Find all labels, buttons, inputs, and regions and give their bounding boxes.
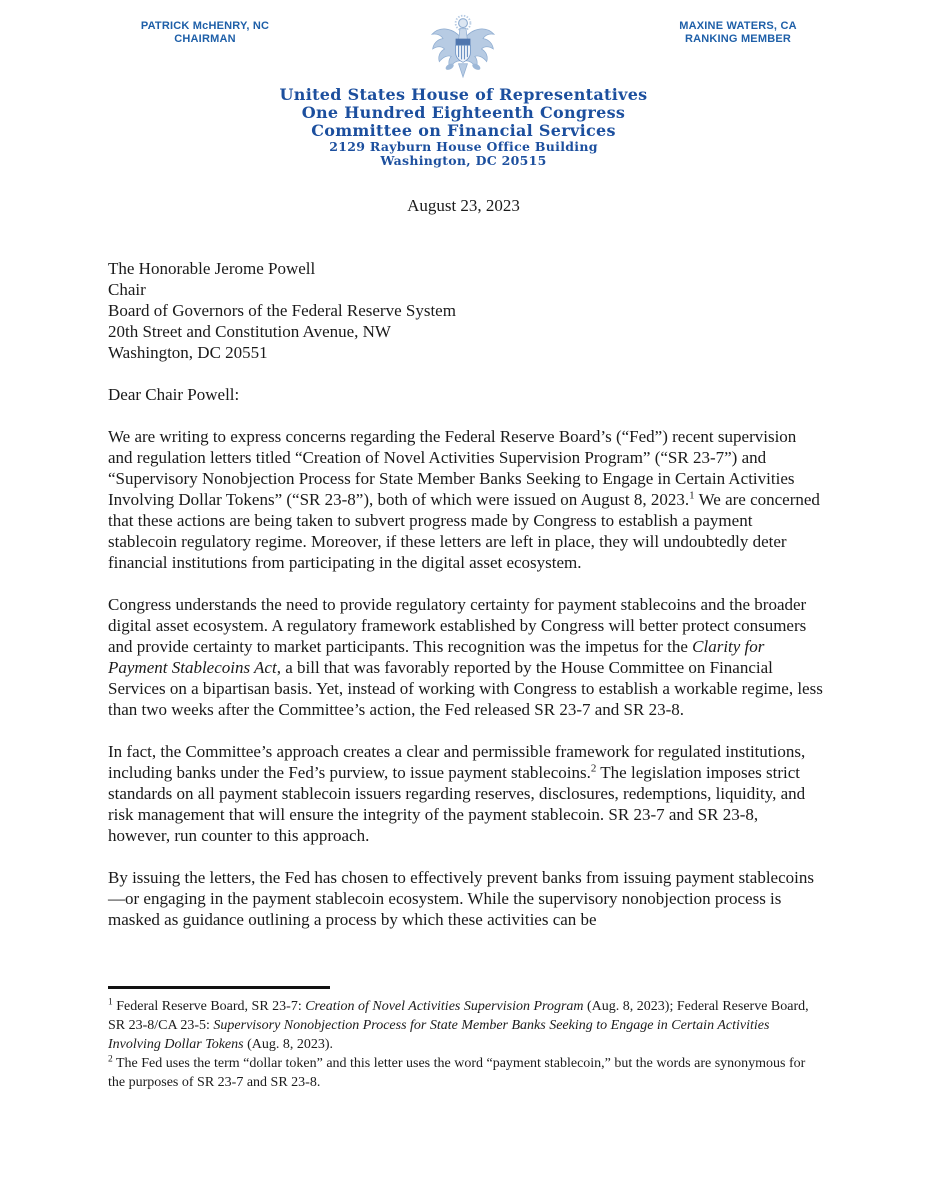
letterhead-line-2: One Hundred Eighteenth Congress: [301, 103, 626, 122]
footnotes-section: [108, 986, 824, 1092]
ranking-member-name: MAXINE WATERS, CA: [679, 20, 797, 32]
recipient-line: Board of Governors of the Federal Reserve System: [108, 301, 456, 320]
footnote-2: $^2$ The Fed uses the term “dollar token” and this letter uses the word “payment stablecoin,” but the words are synonymous for the purposes of SR 23-7 and SR 23-8.: [108, 1053, 806, 1090]
ranking-member-block: [648, 20, 828, 46]
letter-date: August 23, 2023: [407, 196, 520, 215]
letter-body: [108, 258, 824, 930]
house-seal-icon: [426, 12, 500, 86]
salutation: Dear Chair Powell:: [108, 385, 240, 404]
body-paragraph-4: By issuing the letters, the Fed has chosen to effectively prevent banks from issuing payment stablecoins—or engaging in the payment stablecoin ecosystem. While the supervisory nonobjection process is masked as guidance outlining a process by which these activities can be: [108, 868, 814, 929]
chairman-block: [110, 20, 300, 46]
body-paragraph-3: In fact, the Committee’s approach creates a clear and permissible framework for regulated institutions, including banks under the Fed’s purview, to issue payment stablecoins.$^2$ The legislation imposes strict standards on all payment stablecoin issuers regarding reserves, disclosures, redemptions, liquidity, and risk management that will ensure the integrity of the payment stablecoin. SR 23-7 and SR 23-8, however, run counter to this approach.: [108, 742, 806, 845]
chairman-title: CHAIRMAN: [174, 33, 236, 45]
recipient-line: The Honorable Jerome Powell: [108, 259, 316, 278]
chairman-name: PATRICK McHENRY, NC: [140, 20, 270, 32]
recipient-line: Washington, DC 20551: [108, 343, 268, 362]
recipient-line: Chair: [108, 280, 146, 299]
letterhead-line-4: 2129 Rayburn House Office Building: [329, 139, 598, 154]
recipient-address: [108, 258, 824, 363]
footnote-separator: [108, 986, 330, 989]
ranking-member-title: RANKING MEMBER: [684, 33, 792, 45]
body-paragraph-2: Congress understands the need to provide regulatory certainty for payment stablecoins and the broader digital asset ecosystem. A regulatory framework established by Congress will better protect consumers and provide certainty to market participants. This recognition was the impetus for the Clarity for Payment Stablecoins Act, a bill that was favorably reported by the House Committee on Financial Services on a bipartisan basis. Yet, instead of working with Congress to establish a workable regime, less than two weeks after the Committee’s action, the Fed released SR 23-7 and SR 23-8.: [108, 595, 823, 719]
letterhead-line-3: Committee on Financial Services: [311, 121, 616, 140]
recipient-line: 20th Street and Constitution Avenue, NW: [108, 322, 391, 341]
body-paragraph-1: We are writing to express concerns regarding the Federal Reserve Board’s (“Fed”) recent supervision and regulation letters titled “Creation of Novel Activities Supervision Program” (“SR 23-7”) and “Supervisory Nonobjection Process for State Member Banks Seeking to Engage in Certain Activities Involving Dollar Tokens” (“SR 23-8”), both of which were issued on August 8, 2023.$^1$ We are concerned that these actions are being taken to subvert progress made by Congress to establish a payment stablecoin regulatory regime. Moreover, if these letters are left in place, they will undoubtedly deter financial institutions from participating in the digital asset ecosystem.: [108, 427, 820, 572]
letterhead-line-5: Washington, DC 20515: [380, 153, 547, 168]
letterhead-line-1: United States House of Representatives: [279, 85, 648, 104]
footnote-1: $^1$ Federal Reserve Board, SR 23-7: Creation of Novel Activities Supervision Program (Aug. 8, 2023); Federal Reserve Board, SR 23-8/CA 23-5: Supervisory Nonobjection Process for State Member Banks Seeking to Engage in Certain Activities Involving Dollar Tokens (Aug. 8, 2023).: [108, 996, 809, 1052]
letterhead: [0, 86, 927, 168]
